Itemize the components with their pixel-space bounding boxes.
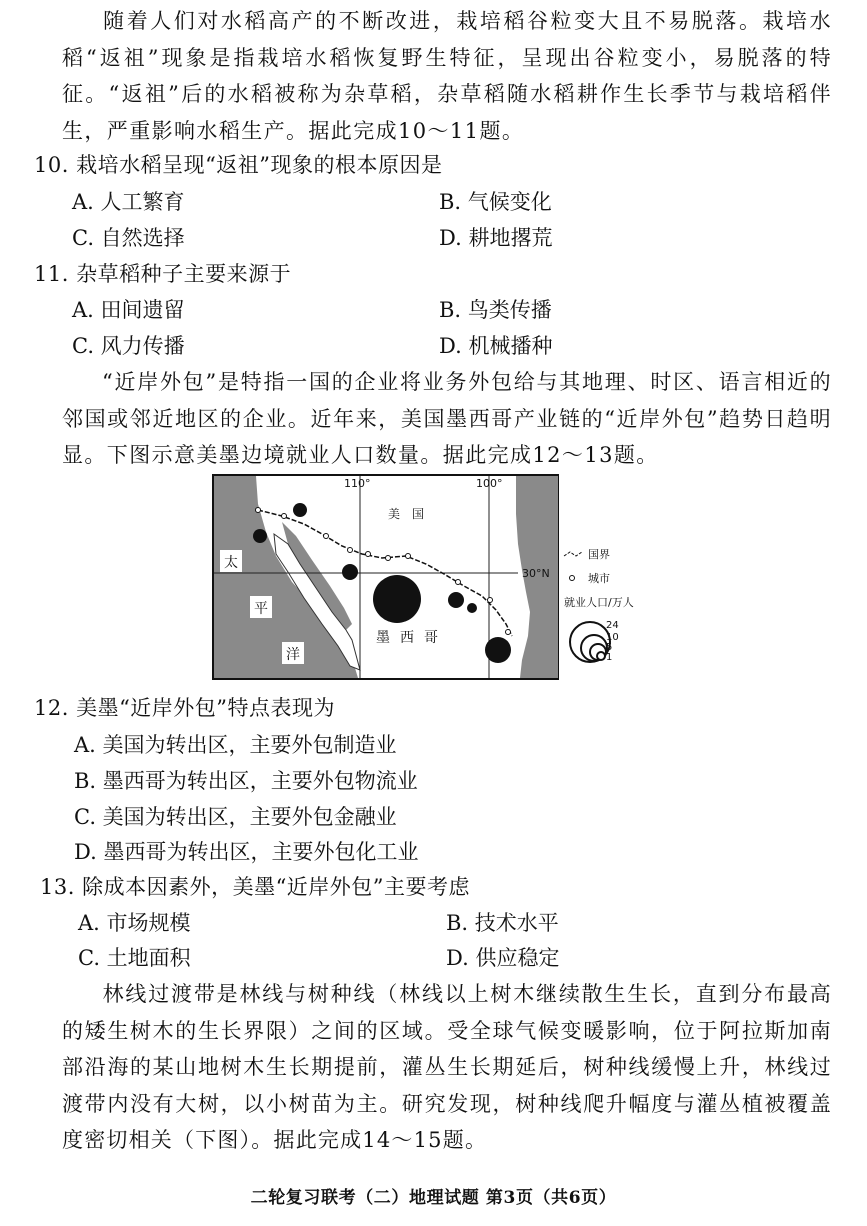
label-lon-110: 110° <box>344 477 371 490</box>
question-10-option-d[interactable]: D. 耕地撂荒 <box>439 226 553 250</box>
label-mexico-1: 墨 <box>376 630 390 646</box>
question-13-option-d[interactable]: D. 供应稳定 <box>446 946 560 970</box>
question-11-stem: 11. 杂草稻种子主要来源于 <box>34 262 292 286</box>
question-10-option-a[interactable]: A. 人工繁育 <box>72 190 185 214</box>
us-mexico-border-employment-map <box>212 474 559 680</box>
page-footer: 二轮复习联考（二）地理试题 第3页（共6页） <box>250 1188 617 1208</box>
label-pacific-1: 太 <box>224 555 238 571</box>
legend-city-symbol <box>570 576 575 581</box>
question-10-option-b[interactable]: B. 气候变化 <box>439 190 552 214</box>
question-12-option-b[interactable]: B. 墨西哥为转出区，主要外包物流业 <box>74 769 418 793</box>
question-13-option-a[interactable]: A. 市场规模 <box>78 911 191 935</box>
legend-value-10: 10 <box>606 632 619 643</box>
city-marker <box>386 556 391 561</box>
city-marker <box>256 508 261 513</box>
question-11-option-b[interactable]: B. 鸟类传播 <box>439 298 552 322</box>
question-10-option-c[interactable]: C. 自然选择 <box>72 226 185 250</box>
passage-rice <box>62 3 832 149</box>
employment-circle-large <box>373 575 421 623</box>
question-12-option-a[interactable]: A. 美国为转出区，主要外包制造业 <box>74 733 397 757</box>
city-marker <box>324 534 329 539</box>
question-12-option-d[interactable]: D. 墨西哥为转出区，主要外包化工业 <box>74 840 419 864</box>
passage-nearshoring-text: “近岸外包”是特指一国的企业将业务外包给与其地理、时区、语言相近的邻国或邻近地区的企业。近年来，美国墨西哥产业链的“近岸外包”趋势日趋明显。下图示意美墨边境就业人口数量。据此完成12～13题。 <box>62 370 832 467</box>
city-marker <box>506 630 511 635</box>
label-lat-30n: 30°N <box>522 567 550 580</box>
question-13-stem: 13. 除成本因素外，美墨“近岸外包”主要考虑 <box>40 875 471 899</box>
city-marker <box>282 514 287 519</box>
city-marker <box>348 548 353 553</box>
question-11-option-c[interactable]: C. 风力传播 <box>72 334 185 358</box>
question-13-option-b[interactable]: B. 技术水平 <box>446 911 559 935</box>
legend-circle-1 <box>597 652 605 660</box>
employment-circle <box>467 603 477 613</box>
label-lon-100: 100° <box>476 477 503 490</box>
map-figure <box>212 474 559 680</box>
question-11-option-d[interactable]: D. 机械播种 <box>439 334 553 358</box>
passage-treeline <box>62 976 832 1159</box>
question-11-option-a[interactable]: A. 田间遗留 <box>72 298 185 322</box>
employment-circle <box>342 564 358 580</box>
legend-value-5: 5 <box>606 642 613 653</box>
legend-city-label: 城市 <box>588 572 610 585</box>
map-legend <box>562 544 662 664</box>
employment-circle <box>448 592 464 608</box>
question-12-stem: 12. 美墨“近岸外包”特点表现为 <box>34 696 336 720</box>
employment-circle <box>293 503 307 517</box>
city-marker <box>456 580 461 585</box>
city-marker <box>366 552 371 557</box>
legend-border-symbol <box>564 552 582 556</box>
legend-employment-title: 就业人口/万人 <box>564 596 634 609</box>
label-mexico-2: 西 <box>400 630 414 646</box>
question-13-option-c[interactable]: C. 土地面积 <box>78 946 191 970</box>
legend-value-24: 24 <box>606 620 619 631</box>
legend-value-1: 1 <box>606 652 613 663</box>
legend-graphics <box>562 544 662 664</box>
label-mexico-3: 哥 <box>424 630 438 646</box>
question-10-stem: 10. 栽培水稻呈现“返祖”现象的根本原因是 <box>34 153 443 177</box>
label-pacific-3: 洋 <box>286 647 300 663</box>
passage-nearshoring <box>62 364 832 474</box>
label-pacific-2: 平 <box>254 601 268 617</box>
employment-circle <box>485 637 511 663</box>
passage-treeline-text: 林线过渡带是林线与树种线（林线以上树木继续散生生长，直到分布最高的矮生树木的生长界限）之间的区域。受全球气候变暖影响，位于阿拉斯加南部沿海的某山地树木生长期提前，灌丛生长期延后，树种线缓慢上升，林线过渡带内没有大树，以小树苗为主。研究发现，树种线爬升幅度与灌丛植被覆盖度密切相关（下图）。据此完成14～15题。 <box>62 982 832 1152</box>
city-marker <box>488 598 493 603</box>
legend-border-label: 国界 <box>588 548 610 561</box>
employment-circle <box>253 529 267 543</box>
label-usa: 美 国 <box>388 507 425 521</box>
city-marker <box>406 554 411 559</box>
passage-rice-text: 随着人们对水稻高产的不断改进，栽培稻谷粒变大且不易脱落。栽培水稻“返祖”现象是指栽培水稻恢复野生特征，呈现出谷粒变小，易脱落的特征。“返祖”后的水稻被称为杂草稻，杂草稻随水稻耕作生长季节与栽培稻伴生，严重影响水稻生产。据此完成10～11题。 <box>62 9 832 143</box>
question-12-option-c[interactable]: C. 美国为转出区，主要外包金融业 <box>74 805 397 829</box>
